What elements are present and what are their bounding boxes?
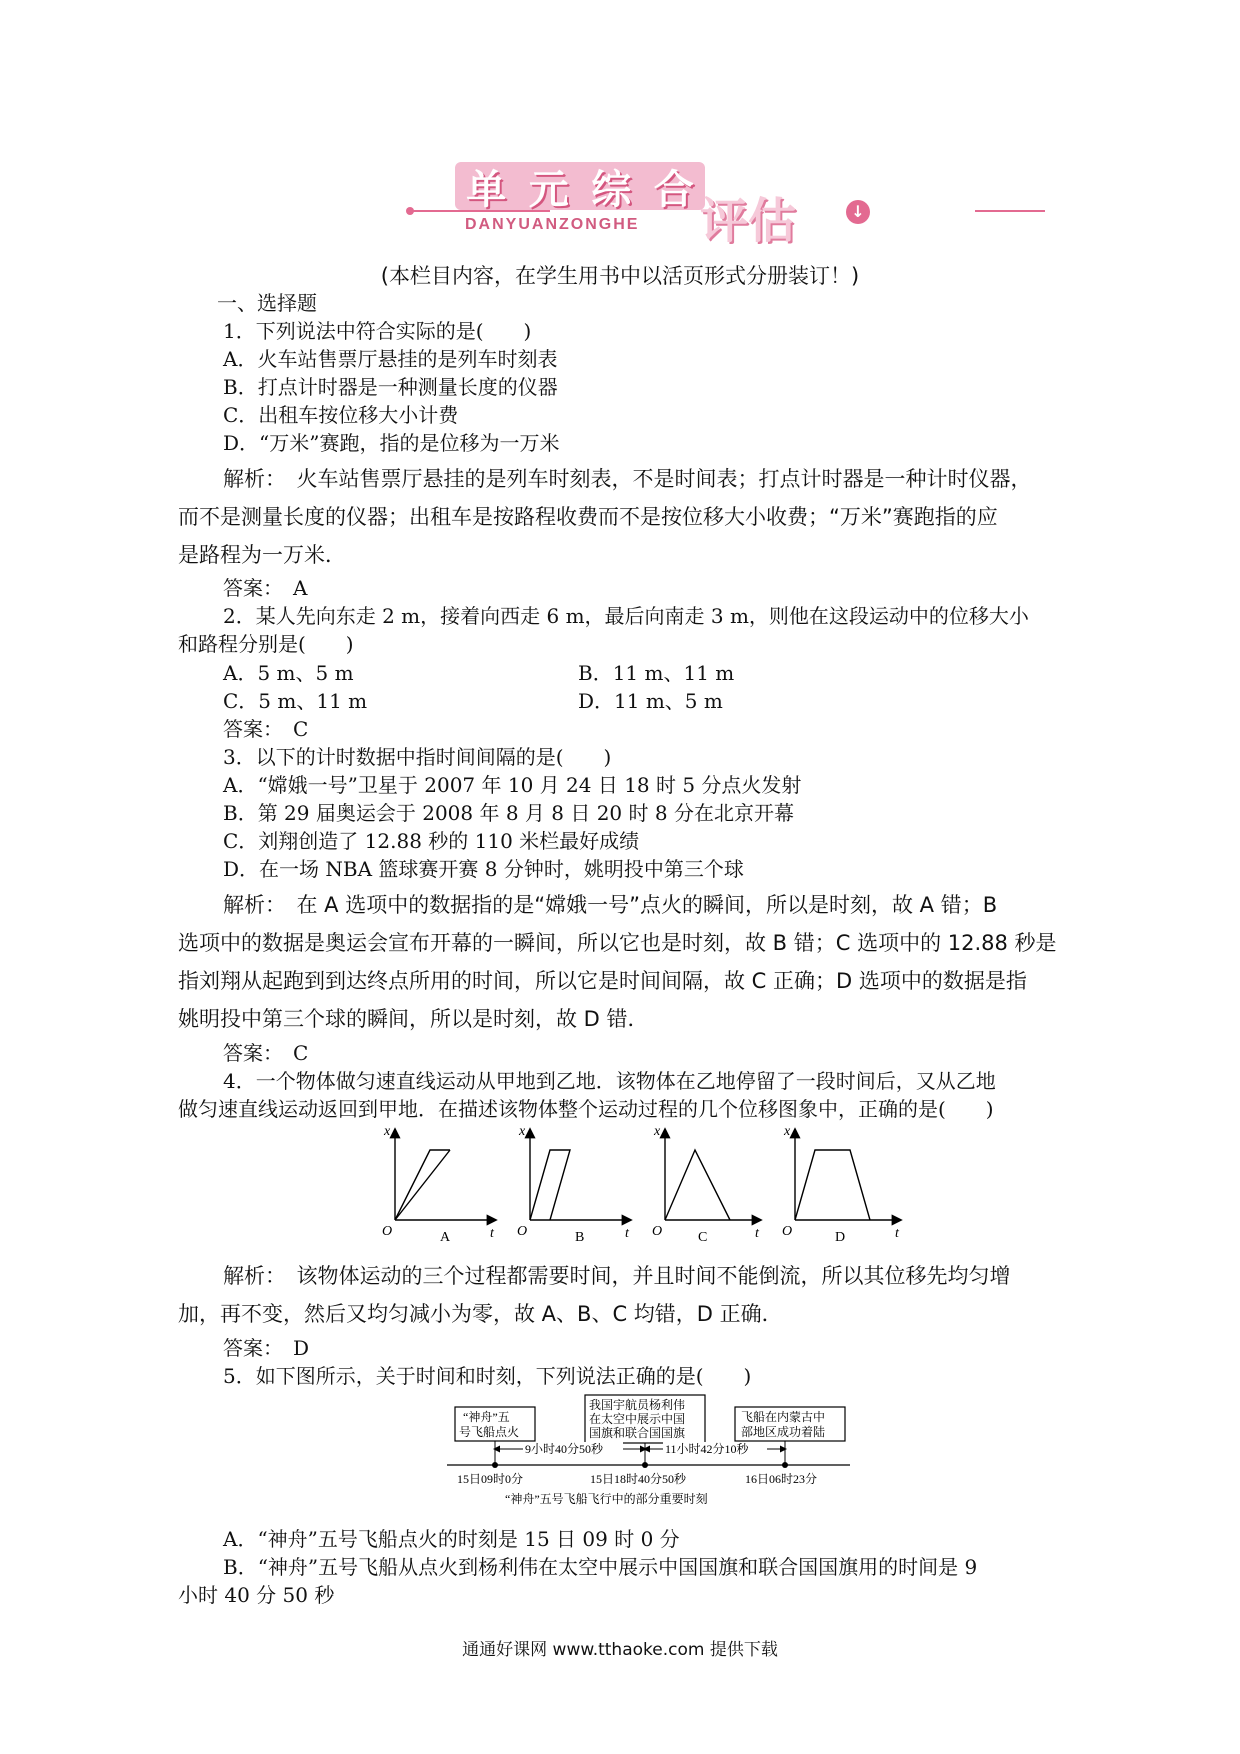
event-text: 在太空中展示中国 <box>589 1412 686 1426</box>
graph-label: B <box>575 1230 585 1245</box>
option-2c: C．5 m、11 m <box>223 689 368 713</box>
time-label: 15日09时0分 <box>457 1472 524 1486</box>
axis-x-label: x <box>519 1125 526 1139</box>
option-3d: D．在一场 NBA 篮球赛开赛 8 分钟时，姚明投中第三个球 <box>223 857 744 881</box>
timeline-caption: “神舟”五号飞船飞行中的部分重要时刻 <box>505 1492 708 1506</box>
position-time-graphs <box>370 1125 930 1245</box>
origin-label: O <box>782 1224 793 1239</box>
graph-label: D <box>835 1230 846 1245</box>
question-3: 3．以下的计时数据中指时间间隔的是( ) <box>223 745 612 769</box>
time-point <box>782 1462 788 1468</box>
option-2d: D．11 m、5 m <box>578 689 723 713</box>
option-5b: B．“神舟”五号飞船从点火到杨利伟在太空中展示中国国旗和联合国国旗用的时间是 9 <box>223 1555 978 1579</box>
footer-text: 通通好课网 www.tthaoke.com 提供下载 <box>462 1640 778 1660</box>
banner-char: 元 <box>528 166 569 213</box>
axis-x-label: x <box>384 1125 391 1139</box>
origin-label: O <box>652 1224 663 1239</box>
event-box-launch <box>455 1407 535 1441</box>
answer-3: 答案： C <box>223 1041 309 1065</box>
answer-2: 答案： C <box>223 717 309 741</box>
binding-note: (本栏目内容，在学生用书中以活页形式分册装订！) <box>380 264 860 288</box>
question-1: 1．下列说法中符合实际的是( ) <box>223 319 532 343</box>
answer-1: 答案： A <box>223 576 308 600</box>
time-point <box>492 1462 498 1468</box>
origin-label: O <box>382 1224 393 1239</box>
down-arrow-icon: ↓ <box>846 200 870 224</box>
event-text: “神舟”五 <box>463 1410 510 1424</box>
option-5a: A．“神舟”五号飞船点火的时刻是 15 日 09 时 0 分 <box>223 1527 680 1551</box>
graph-b <box>517 1125 630 1245</box>
explanation-3: 姚明投中第三个球的瞬间，所以是时刻，故 D 错． <box>178 1007 649 1031</box>
explanation-1: 解析： 火车站售票厅悬挂的是列车时刻表，不是时间表；打点计时器是一种计时仪器， <box>223 467 1032 491</box>
answer-4: 答案： D <box>223 1336 310 1360</box>
graph-label: A <box>440 1230 451 1245</box>
event-text: 号飞船点火 <box>459 1425 520 1439</box>
interval-2-label: 11小时42分10秒 <box>665 1442 749 1456</box>
banner-char: 合 <box>653 166 694 213</box>
option-2a: A．5 m、5 m <box>223 661 354 685</box>
event-text: 国旗和联合国国旗 <box>589 1426 686 1440</box>
explanation-1: 而不是测量长度的仪器；出租车是按路程收费而不是按位移大小收费；“万米”赛跑指的应 <box>178 505 998 529</box>
explanation-3: 选项中的数据是奥运会宣布开幕的一瞬间，所以它也是时刻，故 B 错；C 选项中的 12.88 秒是 <box>178 931 1057 955</box>
option-1d: D．“万米”赛跑，指的是位移为一万米 <box>223 431 560 455</box>
option-1b: B．打点计时器是一种测量长度的仪器 <box>223 375 558 399</box>
banner-dot-icon <box>406 207 414 215</box>
axis-x-label: x <box>654 1125 661 1139</box>
origin-label: O <box>517 1224 528 1239</box>
axis-x-label: x <box>784 1125 791 1139</box>
question-2: 和路程分别是( ) <box>178 632 354 656</box>
time-label: 15日18时40分50秒 <box>590 1472 687 1486</box>
question-2: 2．某人先向东走 2 m，接着向西走 6 m，最后向南走 3 m，则他在这段运动中的位移大小 <box>223 604 1029 628</box>
axis-t-label: t <box>490 1226 494 1241</box>
option-2b: B．11 m、11 m <box>578 661 735 685</box>
axis-t-label: t <box>895 1226 899 1241</box>
event-text: 飞船在内蒙古中 <box>741 1410 826 1424</box>
option-1c: C．出租车按位移大小计费 <box>223 403 459 427</box>
event-box-flags <box>585 1395 705 1443</box>
option-3c: C．刘翔创造了 12.88 秒的 110 米栏最好成绩 <box>223 829 640 853</box>
question-4: 做匀速直线运动返回到甲地．在描述该物体整个运动过程的几个位移图象中，正确的是( ) <box>178 1097 994 1121</box>
time-point <box>642 1462 648 1468</box>
banner-pinyin: DANYUANZONGHE <box>465 216 640 233</box>
banner-char: 综 <box>591 166 632 213</box>
option-3a: A．“嫦娥一号”卫星于 2007 年 10 月 24 日 18 时 5 分点火发射 <box>223 773 802 797</box>
option-5b: 小时 40 分 50 秒 <box>178 1583 335 1607</box>
graph-a <box>382 1125 495 1245</box>
option-1a: A．火车站售票厅悬挂的是列车时刻表 <box>223 347 558 371</box>
time-label: 16日06时23分 <box>745 1472 818 1486</box>
section-banner <box>400 150 870 250</box>
graph-label: C <box>698 1230 708 1245</box>
explanation-3: 指刘翔从起跑到到达终点所用的时间，所以它是时间间隔，故 C 正确；D 选项中的数据是指 <box>178 969 1027 993</box>
interval-1-label: 9小时40分50秒 <box>525 1442 604 1456</box>
event-text: 我国宇航员杨利伟 <box>589 1398 686 1412</box>
explanation-4: 加，再不变，然后又均匀减小为零，故 A、B、C 均错，D 正确． <box>178 1302 783 1326</box>
graph-d <box>782 1125 900 1245</box>
event-box-landing <box>735 1407 845 1441</box>
axis-t-label: t <box>755 1226 759 1241</box>
explanation-3: 解析： 在 A 选项中的数据指的是“嫦娥一号”点火的瞬间，所以是时刻，故 A 错；B <box>223 893 998 917</box>
question-5: 5．如下图所示，关于时间和时刻，下列说法正确的是( ) <box>223 1364 752 1388</box>
banner-line-right <box>975 210 1045 212</box>
banner-eval: 评估 <box>700 193 797 249</box>
banner-char: 单 <box>466 166 507 213</box>
section-heading: 一、选择题 <box>217 291 317 315</box>
explanation-1: 是路程为一万米． <box>178 543 346 567</box>
explanation-4: 解析： 该物体运动的三个过程都需要时间，并且时间不能倒流，所以其位移先均匀增 <box>223 1264 1011 1288</box>
banner-title <box>455 162 705 213</box>
shenzhou-timeline <box>445 1393 855 1513</box>
graph-c <box>652 1125 760 1245</box>
axis-t-label: t <box>625 1226 629 1241</box>
event-text: 部地区成功着陆 <box>741 1425 826 1439</box>
option-3b: B．第 29 届奥运会于 2008 年 8 月 8 日 20 时 8 分在北京开幕 <box>223 801 794 825</box>
question-4: 4．一个物体做匀速直线运动从甲地到乙地．该物体在乙地停留了一段时间后，又从乙地 <box>223 1069 996 1093</box>
